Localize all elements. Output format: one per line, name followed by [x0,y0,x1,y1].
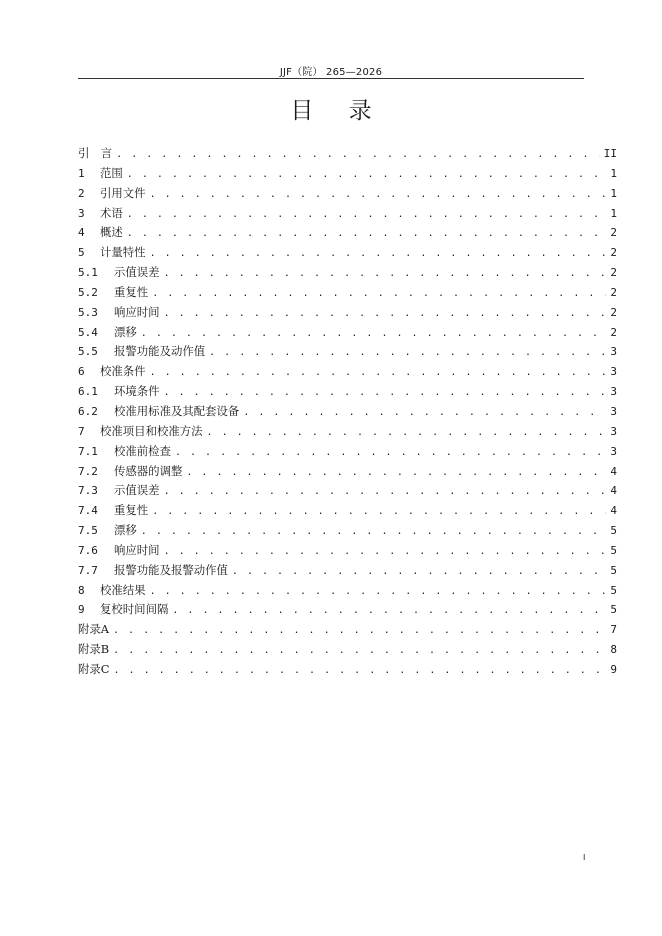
toc-entry-label: 校准条件 [100,364,146,379]
toc-entry-page: 3 [610,444,617,458]
toc-leader-dots [152,288,606,299]
toc-entry-number: 6.2 [78,404,98,418]
toc-entry-page: 5 [610,543,617,557]
toc-leader-dots [164,308,607,319]
toc-entry-page: 2 [610,226,617,240]
toc-leader-dots [127,228,607,239]
toc-entry[interactable] [78,284,617,304]
toc-entry-label: 计量特性 [100,245,146,260]
toc-entry-page: 4 [610,464,617,478]
toc-leader-dots [164,268,607,279]
running-header: JJF（院） 265—2026 [279,67,383,78]
toc-entry-page: 8 [610,643,617,657]
toc-entry-label: 校准前检查 [114,443,171,458]
toc-entry[interactable] [78,562,617,582]
toc-entry-number: 3 [78,206,85,220]
toc-leader-dots [150,248,607,259]
toc-entry-page: 4 [610,484,617,498]
toc-leader-dots [186,467,606,478]
toc-entry-label: 附录C [78,661,110,676]
toc-leader-dots [207,427,607,438]
toc-entry-label: 响应时间 [114,542,160,557]
toc-leader-dots [116,149,600,160]
toc-entry-page: 5 [610,524,617,538]
toc-entry[interactable] [78,423,617,443]
toc-entry-label: 重复性 [114,503,149,518]
toc-leader-dots [141,328,607,339]
toc-entry-number: 5.4 [78,325,98,339]
toc-leader-dots [113,645,606,656]
toc-leader-dots [127,209,607,220]
toc-entry[interactable] [78,224,617,244]
toc-entry-label: 术语 [100,205,123,220]
toc-leader-dots [172,605,606,616]
toc-entry-label: 传感器的调整 [114,463,183,478]
toc-entry[interactable] [78,621,617,641]
toc-entry-page: 1 [610,206,617,220]
toc-entry-label: 漂移 [114,324,137,339]
toc-leader-dots [152,506,606,517]
toc-entry-number: 6.1 [78,385,98,399]
toc-entry-label: 附录A [78,622,110,637]
toc-entry-page: 2 [610,246,617,260]
toc-entry-number: 7.2 [78,464,98,478]
table-of-contents [78,145,617,681]
toc-leader-dots [141,526,607,537]
toc-entry-number: 6 [78,365,85,379]
toc-entry[interactable] [78,463,617,483]
toc-leader-dots [150,367,607,378]
toc-entry[interactable] [78,264,617,284]
toc-entry-label: 报警功能及报警动作值 [114,562,228,577]
toc-entry-label: 附录B [78,642,110,657]
toc-entry-label: 环境条件 [114,384,160,399]
toc-entry-page: 5 [610,603,617,617]
toc-entry[interactable] [78,185,617,205]
toc-entry-label: 引 言 [78,146,113,160]
toc-entry-label: 范围 [100,165,123,180]
toc-entry[interactable] [78,443,617,463]
toc-leader-dots [164,546,607,557]
toc-entry[interactable] [78,383,617,403]
toc-entry-label: 校准用标准及其配套设备 [114,403,240,418]
toc-leader-dots [150,189,607,200]
toc-entry[interactable] [78,661,617,681]
page-title: 目 录 [290,98,386,124]
toc-entry[interactable] [78,601,617,621]
toc-entry[interactable] [78,542,617,562]
toc-leader-dots [127,169,607,180]
toc-entry-number: 5.2 [78,285,98,299]
toc-entry-number: 7.5 [78,524,98,538]
toc-entry-label: 引用文件 [100,185,146,200]
toc-entry[interactable] [78,363,617,383]
toc-leader-dots [113,625,606,636]
toc-entry-label: 重复性 [114,284,149,299]
toc-entry-number: 2 [78,186,85,200]
toc-entry-label: 示值误差 [114,483,160,498]
toc-entry-label: 漂移 [114,523,137,538]
toc-entry-page: 5 [610,563,617,577]
toc-entry-page: 1 [610,186,617,200]
toc-entry[interactable] [78,522,617,542]
toc-entry-number: 5.1 [78,266,98,280]
toc-entry-number: 5 [78,246,85,260]
toc-entry[interactable] [78,244,617,264]
toc-entry-page: II [603,147,617,160]
toc-entry-page: 3 [610,345,617,359]
page-number: I [583,853,586,862]
toc-leader-dots [114,665,607,676]
toc-leader-dots [209,347,606,358]
toc-leader-dots [243,407,606,418]
toc-entry-label: 校准项目和校准方法 [100,423,203,438]
toc-entry-page: 9 [610,662,617,676]
toc-entry-page: 5 [610,583,617,597]
toc-entry-number: 5.5 [78,345,98,359]
toc-entry[interactable] [78,502,617,522]
toc-entry[interactable] [78,403,617,423]
toc-entry[interactable] [78,205,617,225]
toc-entry-label: 报警功能及动作值 [114,344,206,359]
toc-entry-label: 校准结果 [100,582,146,597]
toc-entry-label: 响应时间 [114,304,160,319]
toc-entry-label: 概述 [100,225,123,240]
toc-entry[interactable] [78,582,617,602]
toc-entry[interactable] [78,641,617,661]
toc-leader-dots [175,447,606,458]
toc-entry-number: 9 [78,603,85,617]
toc-entry-page: 3 [610,424,617,438]
toc-entry[interactable] [78,343,617,363]
toc-entry-number: 1 [78,166,85,180]
toc-entry-page: 2 [610,325,617,339]
toc-entry-page: 3 [610,385,617,399]
toc-entry[interactable] [78,165,617,185]
toc-entry-number: 5.3 [78,305,98,319]
toc-entry-page: 2 [610,305,617,319]
toc-entry-number: 4 [78,226,85,240]
toc-entry-page: 4 [610,504,617,518]
toc-entry[interactable] [78,482,617,502]
toc-entry-label: 复校时间间隔 [100,602,169,617]
toc-entry-number: 7.3 [78,484,98,498]
toc-entry-number: 7 [78,424,85,438]
toc-entry-page: 2 [610,285,617,299]
toc-leader-dots [164,486,607,497]
toc-entry-page: 7 [610,623,617,637]
toc-entry[interactable] [78,324,617,344]
toc-entry-page: 3 [610,365,617,379]
toc-entry-page: 1 [610,166,617,180]
toc-entry-number: 7.1 [78,444,98,458]
toc-entry[interactable] [78,145,617,165]
toc-entry-page: 2 [610,266,617,280]
toc-entry-number: 7.7 [78,563,98,577]
toc-entry[interactable] [78,304,617,324]
toc-leader-dots [164,387,607,398]
toc-leader-dots [232,566,606,577]
toc-entry-page: 3 [610,404,617,418]
toc-entry-label: 示值误差 [114,265,160,280]
toc-leader-dots [150,586,607,597]
header-rule [78,78,584,79]
toc-entry-number: 8 [78,583,85,597]
toc-entry-number: 7.6 [78,543,98,557]
toc-entry-number: 7.4 [78,504,98,518]
